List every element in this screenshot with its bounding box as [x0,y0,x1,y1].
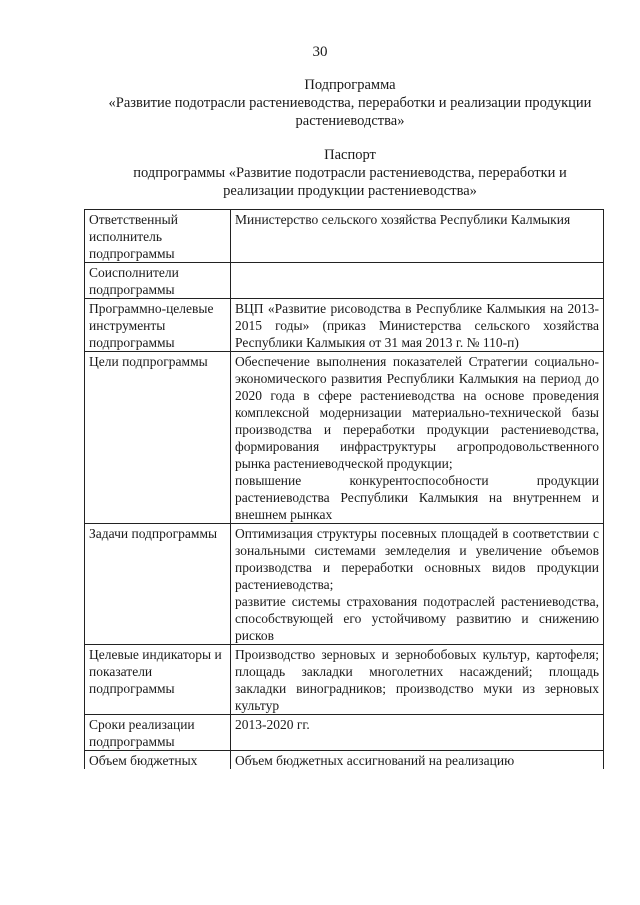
row-value [231,645,604,715]
row-value-paragraph: Оптимизация структуры посевных площадей в соответствии с зональными системами земледелия и увеличение объемов производства и переработки основных видов продукции растениеводства; [235,526,599,592]
table-row [85,524,604,645]
row-value-paragraph: Производство зерновых и зернобобовых культур, картофеля; площадь закладки многолетних насаждений; площадь закладки виноградников; производство муки из зерновых культур [235,647,599,713]
row-label: Задачи подпрограммы [85,524,231,645]
row-value [231,751,604,770]
table-row [85,299,604,352]
row-value [231,210,604,263]
row-value [231,299,604,352]
row-label: Ответственный исполнитель подпрограммы [85,210,231,263]
passport-heading-line2: подпрограммы «Развитие подотрасли растениеводства, переработки и [133,165,567,181]
table-row [85,645,604,715]
row-value-paragraph: ВЦП «Развитие рисоводства в Республике Калмыкия на 2013-2015 годы» (приказ Министерства сельского хозяйства Республики Калмыкия от 31 мая 2013 г. № 110-п) [235,301,599,350]
passport-heading-line1: Паспорт [324,147,376,163]
row-label: Цели подпрограммы [85,352,231,524]
row-label: Объем бюджетных [85,751,231,770]
subprogram-heading-line1: Подпрограмма [304,77,396,93]
table-row [85,352,604,524]
table-row [85,751,604,770]
page-number: 30 [312,44,328,60]
subprogram-heading-line3: растениеводства» [295,113,405,129]
table-row [85,715,604,751]
row-value [231,263,604,299]
subprogram-heading [60,76,640,130]
subprogram-heading-line2: «Развитие подотрасли растениеводства, переработки и реализации продукции [108,95,592,111]
row-label: Соисполнители подпрограммы [85,263,231,299]
table-row [85,263,604,299]
row-value [231,524,604,645]
row-value-paragraph: 2013-2020 гг. [235,717,310,732]
passport-table [84,209,604,769]
table-row [85,210,604,263]
row-value-paragraph: Министерство сельского хозяйства Республики Калмыкия [235,212,571,227]
row-value-paragraph: Объем бюджетных ассигнований на реализацию [235,753,515,768]
row-value-paragraph: развитие системы страхования подотраслей растениеводства, способствующей его устойчивому развитию и снижению рисков [235,594,599,643]
row-value [231,715,604,751]
row-label: Целевые индикаторы и показатели подпрограммы [85,645,231,715]
row-value [231,352,604,524]
row-value-paragraph: Обеспечение выполнения показателей Стратегии социально-экономического развития Республики Калмыкия на период до 2020 года в сфере растениеводства на основе проведения комплексной модернизации материально-технической базы производства и переработки продукции растениеводства, формирования инфраструктуры агропродовольственного рынка растениеводческой продукции; [235,354,599,471]
row-value-paragraph: повышение конкурентоспособности продукции растениеводства Республики Калмыкия на внутреннем и внешнем рынках [235,473,599,522]
row-label: Сроки реализации подпрограммы [85,715,231,751]
passport-heading-line3: реализации продукции растениеводства» [223,183,477,199]
row-label: Программно-целевые инструменты подпрограммы [85,299,231,352]
passport-heading [60,146,640,200]
